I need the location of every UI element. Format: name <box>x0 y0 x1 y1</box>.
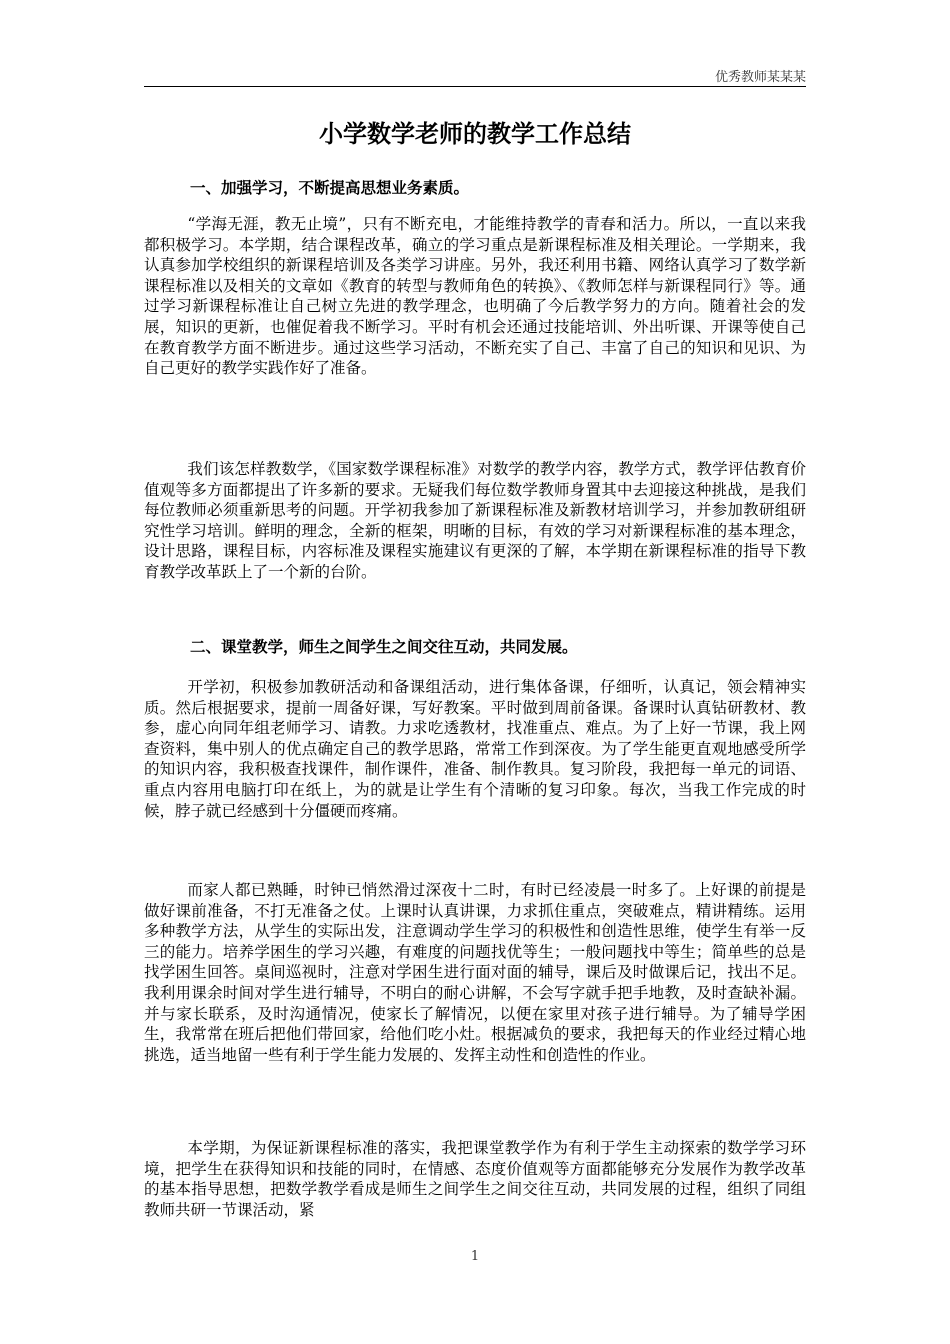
paragraph-3: 开学初，积极参加教研活动和备课组活动，进行集体备课，仔细听，认真记，领会精神实质。然后根据要求，提前一周备好课，写好教案。平时做到周前备课。备课时认真钻研教材、教参，虚心向同年组老师学习、请教。力求吃透教材，找准重点、难点。为了上好一节课，我上网查资料，集中别人的优点确定自己的教学思路，常常工作到深夜。为了学生能更直观地感受所学的知识内容，我积极查找课件，制作课件，准备、制作教具。复习阶段，我把每一单元的词语、重点内容用电脑打印在纸上，为的就是让学生有个清晰的复习印象。每次，当我工作完成的时候，脖子就已经感到十分僵硬而疼痛。 <box>144 678 806 820</box>
header-divider <box>144 86 806 87</box>
paragraph-2: 我们该怎样教数学，《国家数学课程标准》对数学的教学内容，教学方式，教学评估教育价值观等多方面都提出了许多新的要求。无疑我们每位数学教师身置其中去迎接这种挑战，是我们每位教师必须重新思考的问题。开学初我参加了新课程标准及新教材培训学习，并参加教研组研究性学习培训。鲜明的理念，全新的框架，明晰的目标，有效的学习对新课程标准的基本理念，设计思路，课程目标，内容标准及课程实施建议有更深的了解，本学期在新课程标准的指导下教育教学改革跃上了一个新的台阶。 <box>144 460 806 581</box>
page-number: 1 <box>470 1249 480 1264</box>
page-header-text: 优秀教师某某某 <box>714 70 806 85</box>
paragraph-5: 本学期，为保证新课程标准的落实，我把课堂教学作为有利于学生主动探索的数学学习环境，把学生在获得知识和技能的同时，在情感、态度价值观等方面都能够充分发展作为教学改革的基本指导思想，把数学教学看成是师生之间学生之间交往互动，共同发展的过程，组织了同组教师共研一节课活动，紧 <box>144 1139 806 1219</box>
paragraph-1: “学海无涯，教无止境”，只有不断充电，才能维持教学的青春和活力。所以，一直以来我都积极学习。本学期，结合课程改革，确立的学习重点是新课程标准及相关理论。一学期来，我认真参加学校组织的新课程培训及各类学习讲座。另外，我还利用书籍、网络认真学习了数学新课程标准以及相关的文章如《教育的转型与教师角色的转换》、《教师怎样与新课程同行》等。通过学习新课程标准让自己树立先进的教学理念，也明确了今后教学努力的方向。随着社会的发展，知识的更新，也催促着我不断学习。平时有机会还通过技能培训、外出听课、开课等使自己在教育教学方面不断进步。通过这些学习活动，不断充实了自己、丰富了自己的知识和见识、为自己更好的教学实践作好了准备。 <box>144 215 806 378</box>
section-heading-2: 二、课堂教学，师生之间学生之间交往互动，共同发展。 <box>190 638 578 656</box>
section-heading-1: 一、加强学习，不断提高思想业务素质。 <box>190 179 470 197</box>
paragraph-4: 而家人都已熟睡，时钟已悄然滑过深夜十二时，有时已经凌晨一时多了。上好课的前提是做好课前准备，不打无准备之仗。上课时认真讲课，力求抓住重点，突破难点，精讲精练。运用多种教学方法，从学生的实际出发，注意调动学生学习的积极性和创造性思维，使学生有举一反三的能力。培养学困生的学习兴趣，有难度的问题找优等生；一般问题找中等生；简单些的总是找学困生回答。桌间巡视时，注意对学困生进行面对面的辅导，课后及时做课后记，找出不足。我利用课余时间对学生进行辅导，不明白的耐心讲解，不会写字就手把手地教，及时查缺补漏。并与家长联系，及时沟通情况，使家长了解情况，以便在家里对孩子进行辅导。为了辅导学困生，我常常在班后把他们带回家，给他们吃小灶。根据减负的要求，我把每天的作业经过精心地挑选，适当地留一些有利于学生能力发展的、发挥主动性和创造性的作业。 <box>144 881 806 1064</box>
document-title: 小学数学老师的教学工作总结 <box>319 120 631 148</box>
